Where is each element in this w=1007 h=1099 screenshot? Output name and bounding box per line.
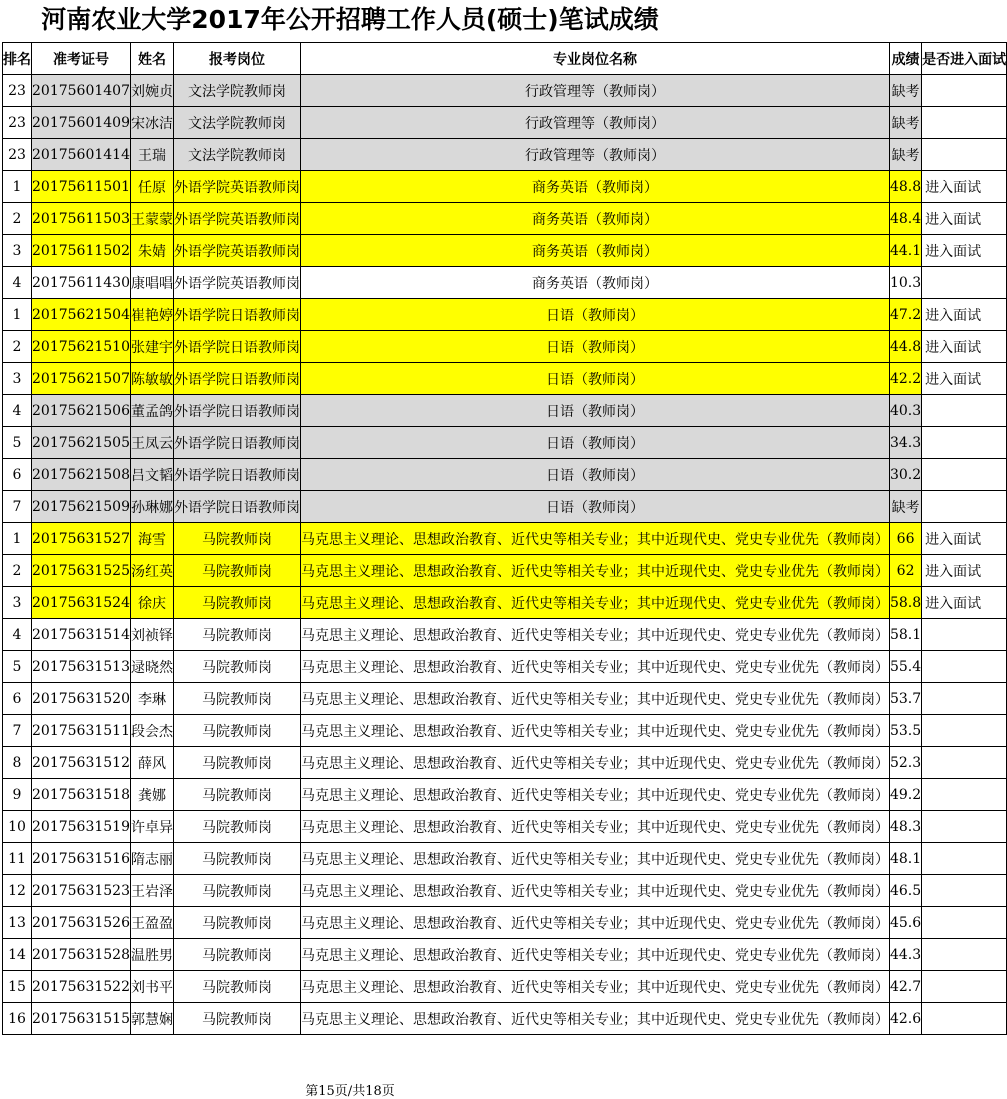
score-table	[2, 42, 1007, 1035]
cell-exam-id: 20175631515	[32, 1003, 131, 1035]
cell-name: 逯晓然	[130, 651, 173, 683]
table-row	[3, 875, 1007, 907]
cell-post: 马院教师岗	[173, 555, 300, 587]
cell-exam-id: 20175611502	[32, 235, 131, 267]
cell-post: 马院教师岗	[173, 651, 300, 683]
cell-major: 行政管理等（教师岗）	[300, 107, 889, 139]
cell-major: 商务英语（教师岗）	[300, 235, 889, 267]
cell-post: 马院教师岗	[173, 683, 300, 715]
cell-rank: 2	[3, 203, 32, 235]
cell-post: 外语学院日语教师岗	[173, 331, 300, 363]
cell-post: 外语学院日语教师岗	[173, 427, 300, 459]
cell-exam-id: 20175631525	[32, 555, 131, 587]
cell-rank: 5	[3, 651, 32, 683]
cell-score: 62	[889, 555, 921, 587]
cell-rank: 7	[3, 491, 32, 523]
cell-post: 外语学院日语教师岗	[173, 395, 300, 427]
cell-exam-id: 20175631516	[32, 843, 131, 875]
cell-score: 44.8	[889, 331, 921, 363]
table-row	[3, 811, 1007, 843]
cell-name: 张建宇	[130, 331, 173, 363]
cell-interview: 进入面试	[922, 331, 1007, 363]
header-exam-id: 准考证号	[32, 43, 131, 75]
cell-interview: 进入面试	[922, 587, 1007, 619]
cell-exam-id: 20175601409	[32, 107, 131, 139]
cell-name: 海雪	[130, 523, 173, 555]
table-row	[3, 171, 1007, 203]
cell-post: 外语学院英语教师岗	[173, 235, 300, 267]
cell-major: 马克思主义理论、思想政治教育、近代史等相关专业；其中近现代史、党史专业优先（教师岗）	[300, 875, 889, 907]
cell-exam-id: 20175611501	[32, 171, 131, 203]
header-name: 姓名	[130, 43, 173, 75]
cell-score: 30.2	[889, 459, 921, 491]
cell-major: 马克思主义理论、思想政治教育、近代史等相关专业；其中近现代史、党史专业优先（教师岗）	[300, 939, 889, 971]
table-row	[3, 747, 1007, 779]
cell-post: 外语学院日语教师岗	[173, 491, 300, 523]
cell-major: 马克思主义理论、思想政治教育、近代史等相关专业；其中近现代史、党史专业优先（教师岗）	[300, 843, 889, 875]
cell-score: 缺考	[889, 139, 921, 171]
cell-name: 隋志丽	[130, 843, 173, 875]
cell-exam-id: 20175631514	[32, 619, 131, 651]
cell-name: 汤红英	[130, 555, 173, 587]
cell-post: 文法学院教师岗	[173, 107, 300, 139]
cell-exam-id: 20175631511	[32, 715, 131, 747]
cell-post: 马院教师岗	[173, 619, 300, 651]
cell-name: 董孟鸽	[130, 395, 173, 427]
cell-interview	[922, 811, 1007, 843]
cell-rank: 10	[3, 811, 32, 843]
table-row	[3, 75, 1007, 107]
cell-rank: 16	[3, 1003, 32, 1035]
cell-name: 刘婉贞	[130, 75, 173, 107]
cell-interview: 进入面试	[922, 363, 1007, 395]
cell-post: 文法学院教师岗	[173, 139, 300, 171]
cell-post: 外语学院日语教师岗	[173, 459, 300, 491]
cell-interview: 进入面试	[922, 171, 1007, 203]
cell-score: 58.1	[889, 619, 921, 651]
header-rank: 排名	[3, 43, 32, 75]
cell-major: 日语（教师岗）	[300, 299, 889, 331]
cell-exam-id: 20175631522	[32, 971, 131, 1003]
table-row	[3, 587, 1007, 619]
cell-exam-id: 20175621509	[32, 491, 131, 523]
cell-post: 外语学院英语教师岗	[173, 267, 300, 299]
cell-name: 王岩泽	[130, 875, 173, 907]
cell-rank: 4	[3, 619, 32, 651]
table-row	[3, 331, 1007, 363]
cell-interview: 进入面试	[922, 203, 1007, 235]
cell-post: 马院教师岗	[173, 843, 300, 875]
table-row	[3, 267, 1007, 299]
table-row	[3, 715, 1007, 747]
header-interview: 是否进入面试	[922, 43, 1007, 75]
cell-rank: 11	[3, 843, 32, 875]
cell-exam-id: 20175601407	[32, 75, 131, 107]
cell-interview	[922, 875, 1007, 907]
cell-rank: 5	[3, 427, 32, 459]
cell-major: 日语（教师岗）	[300, 331, 889, 363]
cell-post: 马院教师岗	[173, 523, 300, 555]
cell-rank: 15	[3, 971, 32, 1003]
cell-score: 42.2	[889, 363, 921, 395]
table-row	[3, 555, 1007, 587]
cell-rank: 3	[3, 363, 32, 395]
cell-score: 48.4	[889, 203, 921, 235]
table-row	[3, 491, 1007, 523]
table-row	[3, 1003, 1007, 1035]
cell-name: 温胜男	[130, 939, 173, 971]
cell-interview	[922, 491, 1007, 523]
cell-rank: 4	[3, 395, 32, 427]
cell-score: 40.3	[889, 395, 921, 427]
cell-exam-id: 20175611503	[32, 203, 131, 235]
cell-post: 马院教师岗	[173, 1003, 300, 1035]
cell-score: 42.6	[889, 1003, 921, 1035]
cell-name: 龚娜	[130, 779, 173, 811]
cell-major: 马克思主义理论、思想政治教育、近代史等相关专业；其中近现代史、党史专业优先（教师岗）	[300, 619, 889, 651]
cell-interview: 进入面试	[922, 299, 1007, 331]
cell-score: 55.4	[889, 651, 921, 683]
table-row	[3, 395, 1007, 427]
cell-rank: 1	[3, 171, 32, 203]
cell-rank: 13	[3, 907, 32, 939]
cell-post: 外语学院日语教师岗	[173, 363, 300, 395]
cell-post: 马院教师岗	[173, 875, 300, 907]
cell-major: 行政管理等（教师岗）	[300, 75, 889, 107]
cell-major: 马克思主义理论、思想政治教育、近代史等相关专业；其中近现代史、党史专业优先（教师岗）	[300, 715, 889, 747]
cell-score: 66	[889, 523, 921, 555]
cell-exam-id: 20175621506	[32, 395, 131, 427]
cell-name: 徐庆	[130, 587, 173, 619]
cell-major: 马克思主义理论、思想政治教育、近代史等相关专业；其中近现代史、党史专业优先（教师岗）	[300, 555, 889, 587]
table-row	[3, 907, 1007, 939]
cell-exam-id: 20175631520	[32, 683, 131, 715]
cell-major: 日语（教师岗）	[300, 459, 889, 491]
cell-rank: 3	[3, 587, 32, 619]
table-row	[3, 107, 1007, 139]
cell-interview	[922, 651, 1007, 683]
cell-score: 47.2	[889, 299, 921, 331]
cell-interview	[922, 843, 1007, 875]
cell-name: 李琳	[130, 683, 173, 715]
cell-post: 马院教师岗	[173, 715, 300, 747]
cell-major: 日语（教师岗）	[300, 491, 889, 523]
cell-name: 朱婧	[130, 235, 173, 267]
cell-score: 34.3	[889, 427, 921, 459]
cell-exam-id: 20175621508	[32, 459, 131, 491]
cell-major: 商务英语（教师岗）	[300, 171, 889, 203]
cell-rank: 2	[3, 555, 32, 587]
table-row	[3, 427, 1007, 459]
cell-interview	[922, 395, 1007, 427]
cell-major: 商务英语（教师岗）	[300, 203, 889, 235]
cell-name: 王蒙蒙	[130, 203, 173, 235]
cell-name: 康唱唱	[130, 267, 173, 299]
cell-name: 刘祯铎	[130, 619, 173, 651]
cell-score: 缺考	[889, 107, 921, 139]
cell-exam-id: 20175631518	[32, 779, 131, 811]
header-post: 报考岗位	[173, 43, 300, 75]
cell-exam-id: 20175631524	[32, 587, 131, 619]
cell-score: 48.8	[889, 171, 921, 203]
cell-rank: 23	[3, 107, 32, 139]
cell-name: 郭慧娴	[130, 1003, 173, 1035]
cell-post: 外语学院英语教师岗	[173, 203, 300, 235]
cell-name: 薛风	[130, 747, 173, 779]
cell-rank: 9	[3, 779, 32, 811]
cell-score: 58.8	[889, 587, 921, 619]
cell-major: 马克思主义理论、思想政治教育、近代史等相关专业；其中近现代史、党史专业优先（教师岗）	[300, 651, 889, 683]
cell-major: 马克思主义理论、思想政治教育、近代史等相关专业；其中近现代史、党史专业优先（教师岗）	[300, 779, 889, 811]
cell-interview	[922, 907, 1007, 939]
cell-interview	[922, 747, 1007, 779]
cell-name: 任原	[130, 171, 173, 203]
cell-name: 陈敏敏	[130, 363, 173, 395]
cell-rank: 8	[3, 747, 32, 779]
cell-major: 马克思主义理论、思想政治教育、近代史等相关专业；其中近现代史、党史专业优先（教师岗）	[300, 747, 889, 779]
cell-name: 刘书平	[130, 971, 173, 1003]
cell-score: 46.5	[889, 875, 921, 907]
cell-rank: 14	[3, 939, 32, 971]
cell-major: 马克思主义理论、思想政治教育、近代史等相关专业；其中近现代史、党史专业优先（教师岗）	[300, 683, 889, 715]
cell-name: 孙琳娜	[130, 491, 173, 523]
cell-name: 王盈盈	[130, 907, 173, 939]
cell-name: 宋冰洁	[130, 107, 173, 139]
cell-post: 马院教师岗	[173, 811, 300, 843]
cell-name: 王凤云	[130, 427, 173, 459]
cell-exam-id: 20175621510	[32, 331, 131, 363]
cell-exam-id: 20175631526	[32, 907, 131, 939]
cell-exam-id: 20175631528	[32, 939, 131, 971]
cell-interview: 进入面试	[922, 235, 1007, 267]
table-row	[3, 939, 1007, 971]
cell-rank: 1	[3, 299, 32, 331]
cell-post: 马院教师岗	[173, 747, 300, 779]
cell-exam-id: 20175631513	[32, 651, 131, 683]
cell-interview	[922, 107, 1007, 139]
cell-major: 商务英语（教师岗）	[300, 267, 889, 299]
cell-rank: 23	[3, 139, 32, 171]
cell-rank: 3	[3, 235, 32, 267]
cell-rank: 1	[3, 523, 32, 555]
cell-interview	[922, 971, 1007, 1003]
page-footer: 第15页/共18页	[305, 1084, 395, 1099]
cell-score: 49.2	[889, 779, 921, 811]
cell-major: 马克思主义理论、思想政治教育、近代史等相关专业；其中近现代史、党史专业优先（教师岗）	[300, 811, 889, 843]
table-row	[3, 683, 1007, 715]
cell-score: 53.5	[889, 715, 921, 747]
cell-rank: 6	[3, 683, 32, 715]
cell-rank: 7	[3, 715, 32, 747]
cell-score: 52.3	[889, 747, 921, 779]
cell-rank: 23	[3, 75, 32, 107]
cell-interview	[922, 75, 1007, 107]
cell-exam-id: 20175621507	[32, 363, 131, 395]
cell-rank: 12	[3, 875, 32, 907]
cell-exam-id: 20175621505	[32, 427, 131, 459]
cell-name: 崔艳婷	[130, 299, 173, 331]
cell-interview	[922, 1003, 1007, 1035]
cell-name: 许卓异	[130, 811, 173, 843]
cell-post: 马院教师岗	[173, 587, 300, 619]
table-row	[3, 523, 1007, 555]
cell-interview	[922, 619, 1007, 651]
cell-interview	[922, 459, 1007, 491]
cell-score: 44.3	[889, 939, 921, 971]
table-row	[3, 843, 1007, 875]
cell-post: 外语学院英语教师岗	[173, 171, 300, 203]
cell-major: 日语（教师岗）	[300, 363, 889, 395]
table-row	[3, 651, 1007, 683]
cell-score: 缺考	[889, 75, 921, 107]
cell-interview	[922, 779, 1007, 811]
cell-interview	[922, 427, 1007, 459]
cell-interview	[922, 139, 1007, 171]
cell-interview: 进入面试	[922, 523, 1007, 555]
cell-interview	[922, 683, 1007, 715]
table-row	[3, 203, 1007, 235]
cell-name: 段会杰	[130, 715, 173, 747]
cell-rank: 6	[3, 459, 32, 491]
cell-exam-id: 20175601414	[32, 139, 131, 171]
cell-exam-id: 20175631512	[32, 747, 131, 779]
cell-post: 外语学院日语教师岗	[173, 299, 300, 331]
table-row	[3, 619, 1007, 651]
cell-major: 马克思主义理论、思想政治教育、近代史等相关专业；其中近现代史、党史专业优先（教师岗）	[300, 587, 889, 619]
document-title: 河南农业大学2017年公开招聘工作人员(硕士)笔试成绩	[41, 5, 659, 34]
cell-post: 马院教师岗	[173, 971, 300, 1003]
cell-interview: 进入面试	[922, 555, 1007, 587]
table-row	[3, 299, 1007, 331]
table-row	[3, 235, 1007, 267]
cell-major: 马克思主义理论、思想政治教育、近代史等相关专业；其中近现代史、党史专业优先（教师岗）	[300, 523, 889, 555]
cell-interview	[922, 715, 1007, 747]
cell-post: 文法学院教师岗	[173, 75, 300, 107]
cell-major: 马克思主义理论、思想政治教育、近代史等相关专业；其中近现代史、党史专业优先（教师岗）	[300, 971, 889, 1003]
cell-major: 日语（教师岗）	[300, 395, 889, 427]
cell-interview	[922, 267, 1007, 299]
cell-interview	[922, 939, 1007, 971]
cell-major: 行政管理等（教师岗）	[300, 139, 889, 171]
cell-score: 48.3	[889, 811, 921, 843]
cell-score: 53.7	[889, 683, 921, 715]
cell-exam-id: 20175631519	[32, 811, 131, 843]
cell-major: 马克思主义理论、思想政治教育、近代史等相关专业；其中近现代史、党史专业优先（教师岗）	[300, 907, 889, 939]
cell-major: 日语（教师岗）	[300, 427, 889, 459]
cell-name: 王瑞	[130, 139, 173, 171]
cell-rank: 4	[3, 267, 32, 299]
cell-exam-id: 20175611430	[32, 267, 131, 299]
header-score: 成绩	[889, 43, 921, 75]
cell-score: 44.1	[889, 235, 921, 267]
cell-score: 缺考	[889, 491, 921, 523]
cell-score: 45.6	[889, 907, 921, 939]
table-row	[3, 139, 1007, 171]
cell-post: 马院教师岗	[173, 939, 300, 971]
header-major: 专业岗位名称	[300, 43, 889, 75]
table-row	[3, 971, 1007, 1003]
cell-exam-id: 20175621504	[32, 299, 131, 331]
cell-score: 10.3	[889, 267, 921, 299]
cell-exam-id: 20175631523	[32, 875, 131, 907]
cell-name: 吕文韬	[130, 459, 173, 491]
cell-post: 马院教师岗	[173, 907, 300, 939]
cell-post: 马院教师岗	[173, 779, 300, 811]
cell-score: 42.7	[889, 971, 921, 1003]
cell-rank: 2	[3, 331, 32, 363]
cell-score: 48.1	[889, 843, 921, 875]
table-header-row	[3, 43, 1007, 75]
table-row	[3, 779, 1007, 811]
table-row	[3, 363, 1007, 395]
table-row	[3, 459, 1007, 491]
cell-exam-id: 20175631527	[32, 523, 131, 555]
cell-major: 马克思主义理论、思想政治教育、近代史等相关专业；其中近现代史、党史专业优先（教师岗）	[300, 1003, 889, 1035]
